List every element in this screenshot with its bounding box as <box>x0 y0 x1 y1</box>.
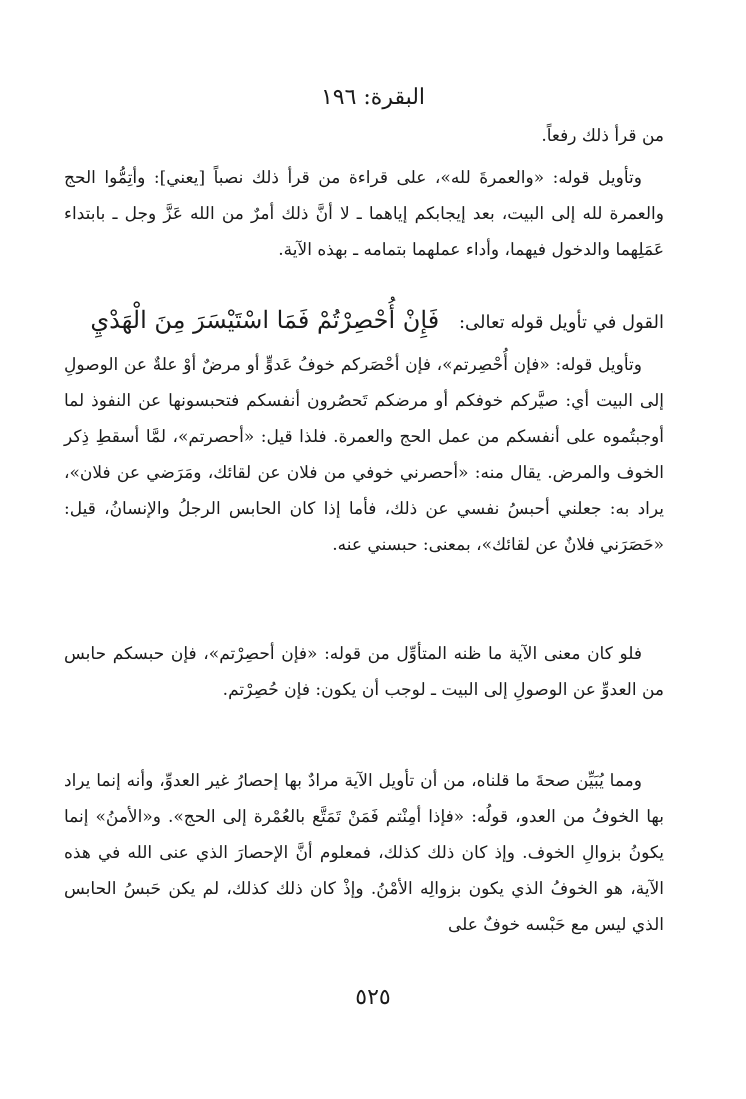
page-number: ٥٢٥ <box>355 985 391 1010</box>
paragraph-umrah-reading: وتأويل قوله: «والعمرةَ لله»، على قراءة من قرأ ذلك نصباً [يعني]: وأتِمُّوا الحج والعمرة لله إلى البيت، بعد إيجابكم إياهما ـ لا أنَّ ذلك أمرٌ من الله عَزَّ وجل ـ بابتداء عَمَلِهما والدخول فيهما، وأداء عملهما بتمامه ـ بهذه الآية. <box>64 168 664 260</box>
paragraph-ihsar-meaning: وتأويل قوله: «فإن أُحْصِرتم»، فإن أحْصَركم خوفُ عَدوٍّ أو مرضٌ أوْ علةٌ عن الوصولِ إلى البيت أي: صيَّركم خوفكم أو مرضكم تَحصُرون أنفسكم فتحبسونها عن النفوذ لما أوجبتُموه على أنفسكم من عمل الحج والعمرة. فلذا قيل: «أحصرتم»، لمَّا أسقطِ ذِكر الخوف والمرض. يقال منه: «أحصرني خوفي من فلان عن لقائك، ومَرَضي عن فلان»، يراد به: جعلني أحبسُ نفسي عن ذلك، فأما إذا كان الحابس الرجلُ والإنسانُ، قيل: «حَصَرَني فلانٌ عن لقائك»، بمعنى: حبسني عنه. <box>64 355 664 555</box>
paragraph-continuation: من قرأ ذلك رفعاً. <box>541 126 664 146</box>
section-heading-lead: القول في تأويل قوله تعالى: <box>458 312 664 333</box>
paragraph-counter-argument: فلو كان معنى الآية ما ظنه المتأوِّل من قوله: «فإن أحصِرْتم»، فإن حبسكم حابس من العدوِّ عن الوصولِ إلى البيت ـ لوجب أن يكون: فإن حُصِرْتم. <box>64 644 664 700</box>
paragraph-proof: ومما يُبَيِّن صحةَ ما قلناه، من أن تأويل الآية مرادٌ بها إحصارُ غير العدوِّ، وأنه إنما يراد بها الخوفُ من العدو، قولُه: «فإذا أمِنْتم فَمَنْ تَمَتَّع بالعُمْرة إلى الحج». و«الأمنُ» إنما يكونُ بزوالِ الخوف. وإذ كان ذلك كذلك، فمعلوم أنَّ الإحصارَ الذي عنى الله في هذه الآية، هو الخوفُ الذي يكون بزوالِه الأمْنُ. وإذْ كان ذلك كذلك، لم يكن حَبسُ الحابس الذي ليس مع حَبْسه خوفٌ على <box>64 771 664 935</box>
section-heading <box>64 300 664 343</box>
section-heading-verse: فَإِنْ أُحْصِرْتُمْ فَمَا اسْتَيْسَرَ مِنَ الْهَدْيِ <box>90 306 440 334</box>
running-head: البقرة: ١٩٦ <box>320 85 426 110</box>
